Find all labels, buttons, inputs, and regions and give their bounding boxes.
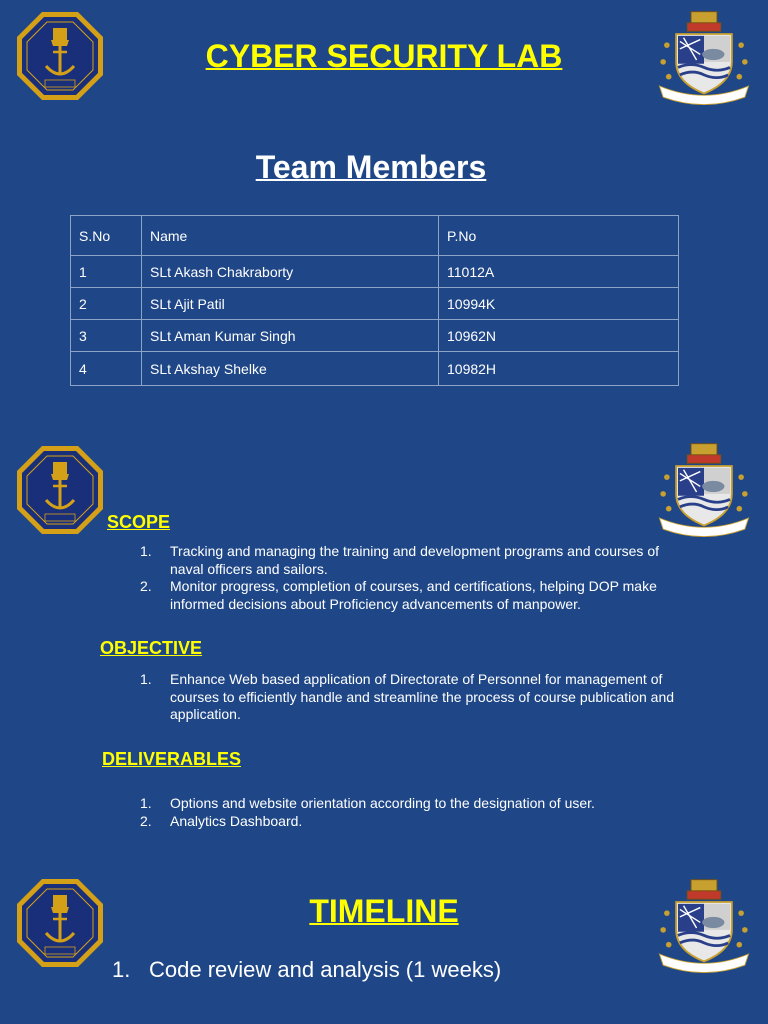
table-row — [71, 320, 679, 352]
cell-name: SLt Ajit Patil — [142, 288, 439, 320]
list-item: 1. Enhance Web based application of Directorate of Personnel for management of courses to efficiently handle and streamline the process of course publication and application. — [140, 671, 675, 722]
ship-crest-logo-top — [652, 8, 756, 112]
deliverables-item-1: Options and website orientation according to the designation of user. — [170, 795, 595, 811]
table-row — [71, 352, 679, 386]
cell-pno: 11012A — [439, 256, 679, 288]
navy-badge-logo-middle — [15, 444, 105, 536]
objective-heading: OBJECTIVE — [100, 638, 203, 658]
cell-name: SLt Aman Kumar Singh — [142, 320, 439, 352]
cell-name: SLt Akash Chakraborty — [142, 256, 439, 288]
cell-name: SLt Akshay Shelke — [142, 352, 439, 386]
timeline-list — [112, 957, 652, 983]
deliverables-list — [100, 795, 680, 830]
scope-item-1: Tracking and managing the training and development programs and courses of naval officers and sailors. — [170, 543, 659, 577]
list-item: 1. Code review and analysis (1 weeks) — [112, 957, 502, 982]
page-title: CYBER SECURITY LAB — [205, 38, 563, 74]
list-item: 1. Options and website orientation according to the designation of user. — [140, 795, 595, 811]
cell-sno: 1 — [71, 256, 142, 288]
cell-pno: 10994K — [439, 288, 679, 320]
objective-item-1: Enhance Web based application of Directorate of Personnel for management of courses to efficiently handle and streamline the process of course publication and application. — [170, 671, 675, 722]
team-heading: Team Members — [255, 149, 487, 185]
col-header-pno: P.No — [439, 216, 679, 256]
table-row — [71, 256, 679, 288]
col-header-name: Name — [142, 216, 439, 256]
deliverables-heading: DELIVERABLES — [102, 749, 242, 769]
list-item: 2. Analytics Dashboard. — [140, 812, 303, 829]
table-row — [71, 288, 679, 320]
team-table — [70, 215, 679, 386]
cell-pno: 10982H — [439, 352, 679, 386]
ship-crest-logo-middle — [652, 440, 756, 544]
cell-sno: 2 — [71, 288, 142, 320]
timeline-item-1: Code review and analysis (1 weeks) — [149, 957, 502, 982]
cell-sno: 4 — [71, 352, 142, 386]
scope-heading: SCOPE — [107, 512, 171, 532]
list-item: 2. Monitor progress, completion of courses, and certifications, helping DOP make informed decisions about Proficiency advancements of manpower. — [140, 578, 657, 612]
table-header-row — [71, 216, 679, 256]
cell-sno: 3 — [71, 320, 142, 352]
col-header-sno: S.No — [71, 216, 142, 256]
scope-list — [100, 543, 680, 613]
cell-pno: 10962N — [439, 320, 679, 352]
list-item: 1. Tracking and managing the training and development programs and courses of naval officers and sailors. — [140, 543, 659, 577]
objective-list — [100, 671, 680, 724]
scope-item-2: Monitor progress, completion of courses, and certifications, helping DOP make informed decisions about Proficiency advancements of manpower. — [170, 578, 657, 612]
timeline-heading: TIMELINE — [309, 893, 459, 929]
deliverables-item-2: Analytics Dashboard. — [170, 812, 303, 829]
